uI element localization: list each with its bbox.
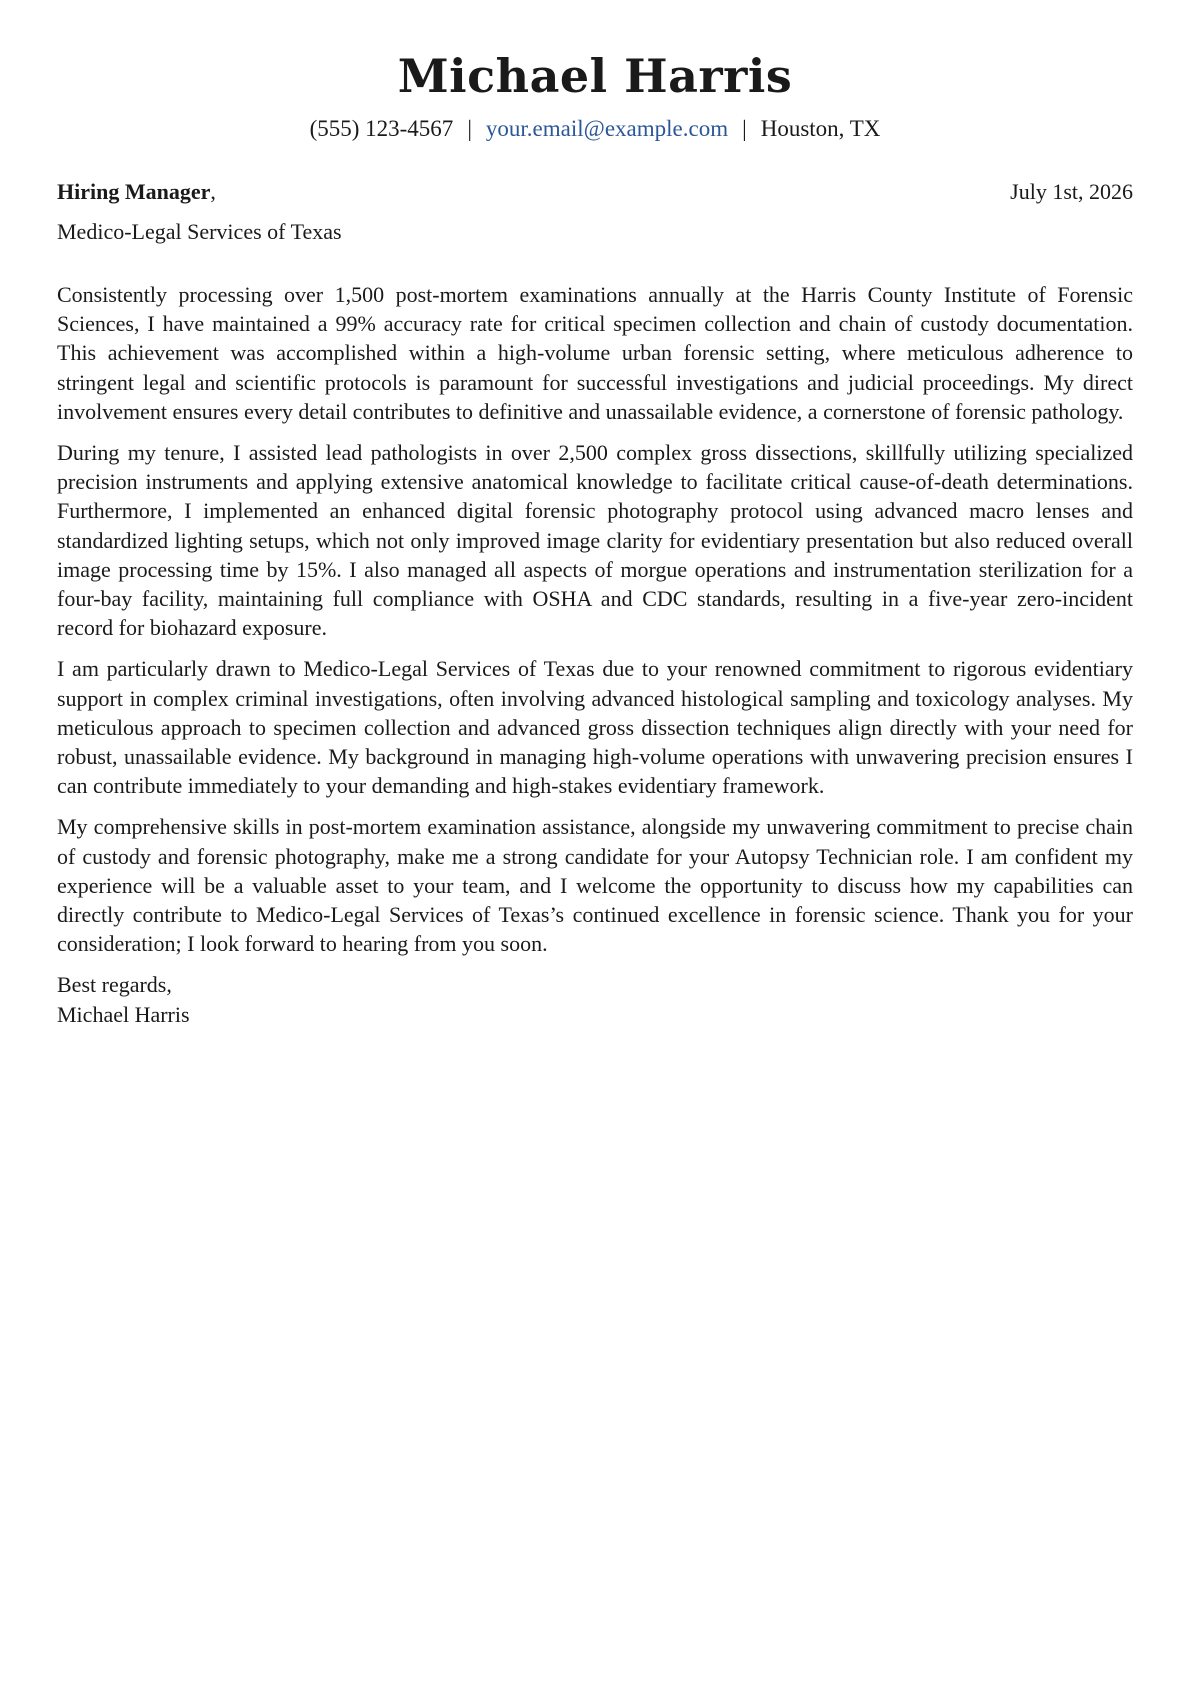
body-paragraph: During my tenure, I assisted lead pathologists in over 2,500 complex gross dissections, skillfully utilizing specialized precision instruments and applying extensive anatomical knowledge to facilitate critical cause-of-death determinations. Furthermore, I implemented an enhanced digital forensic photography protocol using advanced macro lenses and standardized lighting setups, which not only improved image clarity for evidentiary presentation but also reduced overall image processing time by 15%. I also managed all aspects of morgue operations and instrumentation sterilization for a four-bay facility, maintaining full compliance with OSHA and CDC standards, resulting in a five-year zero-incident record for biohazard exposure. [57,440,1133,641]
phone-number: (555) 123-4567 [309,116,454,141]
body-paragraph: Consistently processing over 1,500 post-mortem examinations annually at the Harris County Institute of Forensic Sciences, I have maintained a 99% accuracy rate for critical specimen collection and chain of custody documentation. This achievement was accomplished within a high-volume urban forensic setting, where meticulous adherence to stringent legal and scientific protocols is paramount for successful investigations and judicial proceedings. My direct involvement ensures every detail contributes to definitive and unassailable evidence, a cornerstone of forensic pathology. [57,282,1133,424]
contact-line [57,114,1133,144]
body-paragraph: My comprehensive skills in post-mortem examination assistance, alongside my unwavering commitment to precise chain of custody and forensic photography, make me a strong candidate for your Autopsy Technician role. I am confident my experience will be a valuable asset to your team, and I welcome the opportunity to discuss how my capabilities can directly contribute to Medico-Legal Services of Texas’s continued excellence in forensic science. Thank you for your consideration; I look forward to hearing from you soon. [57,814,1133,957]
closing-salutation: Best regards, [57,972,172,998]
letter-body [57,280,1133,1029]
signature-name: Michael Harris [57,1001,190,1027]
greeting-name: Hiring Manager [57,179,211,204]
email-link[interactable]: your.email@example.com [485,116,729,141]
body-paragraph: I am particularly drawn to Medico-Legal Services of Texas due to your renowned commitment to rigorous evidentiary support in complex criminal investigations, often involving advanced histological sampling and toxicology analyses. My meticulous approach to specimen collection and advanced gross dissection techniques align directly with your need for robust, unassailable evidence. My background in managing high-volume operations with unwavering precision ensures I can contribute immediately to your demanding and high-stakes evidentiary framework. [57,656,1133,799]
recipient-row [57,177,1133,207]
contact-separator: | [742,116,747,141]
applicant-name: Michael Harris [397,49,793,103]
greeting-punct: , [210,179,216,204]
greeting [57,177,216,207]
closing-block [57,970,1133,1028]
contact-separator: | [467,116,472,141]
recipient-company: Medico-Legal Services of Texas [57,219,342,244]
location: Houston, TX [760,116,881,141]
letter-date: July 1st, 2026 [1010,179,1133,204]
